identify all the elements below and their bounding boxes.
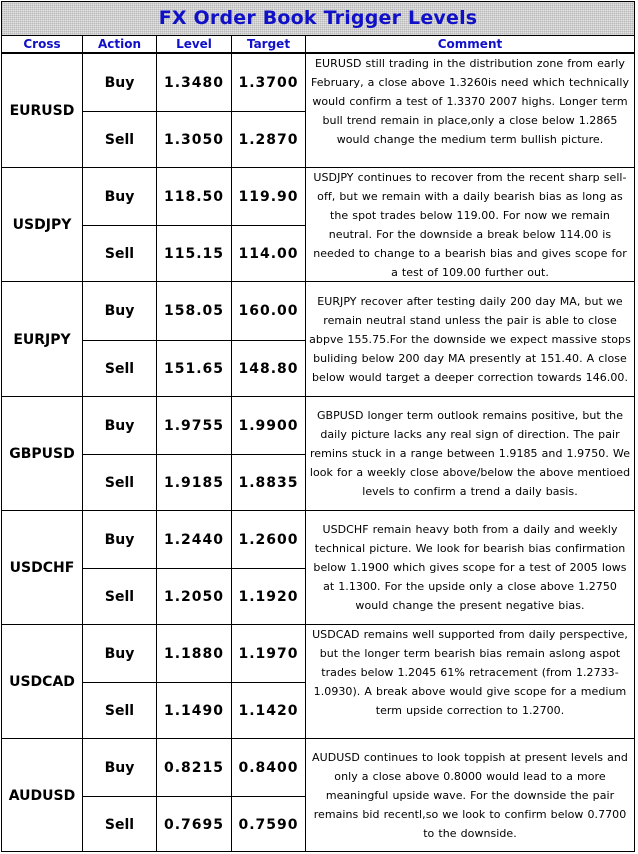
sell-level: 151.65 xyxy=(163,361,225,377)
column-divider xyxy=(82,36,83,851)
sell-target: 0.7590 xyxy=(238,817,299,833)
buy-target: 1.2600 xyxy=(238,531,299,548)
table-title: FX Order Book Trigger Levels xyxy=(2,2,634,36)
header-target: Target xyxy=(232,36,305,53)
header-level: Level xyxy=(157,36,231,53)
sell-target: 148.80 xyxy=(238,361,299,377)
buy-level: 158.05 xyxy=(163,303,225,319)
sell-level: 1.3050 xyxy=(163,132,225,148)
cross-pair: USDJPY xyxy=(12,217,72,233)
buy-target: 160.00 xyxy=(238,303,299,319)
comment-text: USDCAD remains well supported from daily perspective, but the longer term bearish bias remain aslong aspot trades below 1.2045 61% retracement (from 1.2733-1.0930). A break above would give scope for a medium term upside correction to 1.2700. xyxy=(312,628,628,717)
header-cross: Cross xyxy=(2,36,82,53)
buy-target: 1.3700 xyxy=(238,74,299,91)
sell-action: Sell xyxy=(104,703,135,719)
column-divider xyxy=(156,36,157,851)
sell-level: 1.2050 xyxy=(163,589,225,605)
sell-target: 1.1420 xyxy=(238,703,299,719)
column-divider xyxy=(231,36,232,851)
buy-level: 0.8215 xyxy=(163,759,225,776)
buy-action: Buy xyxy=(104,74,135,91)
buy-level: 1.1880 xyxy=(163,645,225,662)
order-book-table xyxy=(1,1,635,852)
buy-action: Buy xyxy=(104,531,135,548)
sell-target: 1.8835 xyxy=(238,475,299,491)
buy-action: Buy xyxy=(104,417,135,434)
cross-pair: GBPUSD xyxy=(9,446,75,462)
table-row-group xyxy=(2,167,634,281)
buy-action: Buy xyxy=(104,759,135,776)
buy-target: 1.9900 xyxy=(238,417,299,434)
buy-action: Buy xyxy=(104,188,135,205)
header-action: Action xyxy=(83,36,156,53)
sell-level: 1.1490 xyxy=(163,703,225,719)
table-row-group xyxy=(2,396,634,510)
comment-text: AUDUSD continues to look toppish at present levels and only a close above 0.8000 would lead to a more meaningful upside wave. For the downside the pair remains bid recentl,so we look to confirm below 0.7700 to the downside. xyxy=(312,751,628,840)
table-row-group xyxy=(2,281,634,396)
cross-pair: USDCAD xyxy=(9,674,75,690)
sell-level: 1.9185 xyxy=(163,475,225,491)
sell-action: Sell xyxy=(104,475,135,491)
table-row-group xyxy=(2,624,634,738)
sell-action: Sell xyxy=(104,246,135,262)
sell-action: Sell xyxy=(104,589,135,605)
comment-text: USDCHF remain heavy both from a daily and weekly technical picture. We look for bearish bias confirmation below 1.1900 which gives scope for a test of 2005 lows at 1.1300. For the upside only a close above 1.2750 would change the present negative bias. xyxy=(313,523,627,612)
buy-action: Buy xyxy=(104,303,135,319)
column-divider xyxy=(305,36,306,851)
sell-target: 114.00 xyxy=(238,246,299,262)
comment-text: GBPUSD longer term outlook remains positive, but the daily picture lacks any real sign of direction. The pair remins stuck in a range between 1.9185 and 1.9750. We look for a weekly close above/below the above mentioed levels to confirm a trend a daily basis. xyxy=(309,409,631,498)
buy-target: 0.8400 xyxy=(238,759,299,776)
sell-action: Sell xyxy=(104,132,135,148)
buy-level: 118.50 xyxy=(163,188,225,205)
buy-level: 1.2440 xyxy=(163,531,225,548)
buy-action: Buy xyxy=(104,645,135,662)
sell-level: 0.7695 xyxy=(163,817,225,833)
comment-text: EURJPY recover after testing daily 200 day MA, but we remain neutral stand unless the pair is able to close abpve 155.75.For the downside we expect massive stops buliding below 200 day MA presently at 151.40. A close below would target a deeper correction towards 146.00. xyxy=(309,294,631,384)
buy-target: 119.90 xyxy=(238,188,299,205)
buy-level: 1.3480 xyxy=(163,74,225,91)
buy-level: 1.9755 xyxy=(163,417,225,434)
sell-target: 1.1920 xyxy=(238,589,299,605)
sell-target: 1.2870 xyxy=(238,132,299,148)
buy-target: 1.1970 xyxy=(238,645,299,662)
sell-action: Sell xyxy=(104,361,135,377)
cross-pair: AUDUSD xyxy=(8,788,76,804)
sell-action: Sell xyxy=(104,817,135,833)
table-row-group xyxy=(2,510,634,624)
sell-level: 115.15 xyxy=(163,246,225,262)
cross-pair: EURUSD xyxy=(9,103,75,119)
header-comment: Comment xyxy=(306,36,634,53)
table-row-group xyxy=(2,53,634,167)
cross-pair: USDCHF xyxy=(9,560,75,576)
comment-text: EURUSD still trading in the distribution zone from early February, a close above 1.3260is need which technically would confirm a test of 1.3370 2007 highs. Longer term bull trend remain in place,only a close below 1.2865 would change the medium term bullish picture. xyxy=(310,57,630,146)
comment-text: USDJPY continues to recover from the recent sharp sell-off, but we remain with a daily bearish bias as long as the spot trades below 119.00. For now we remain neutral. For the downside a break below 114.00 is needed to change to a bearish bias and gives scope for a test of 109.00 further out. xyxy=(313,171,627,279)
table-row-group xyxy=(2,738,634,852)
cross-pair: EURJPY xyxy=(13,331,71,348)
